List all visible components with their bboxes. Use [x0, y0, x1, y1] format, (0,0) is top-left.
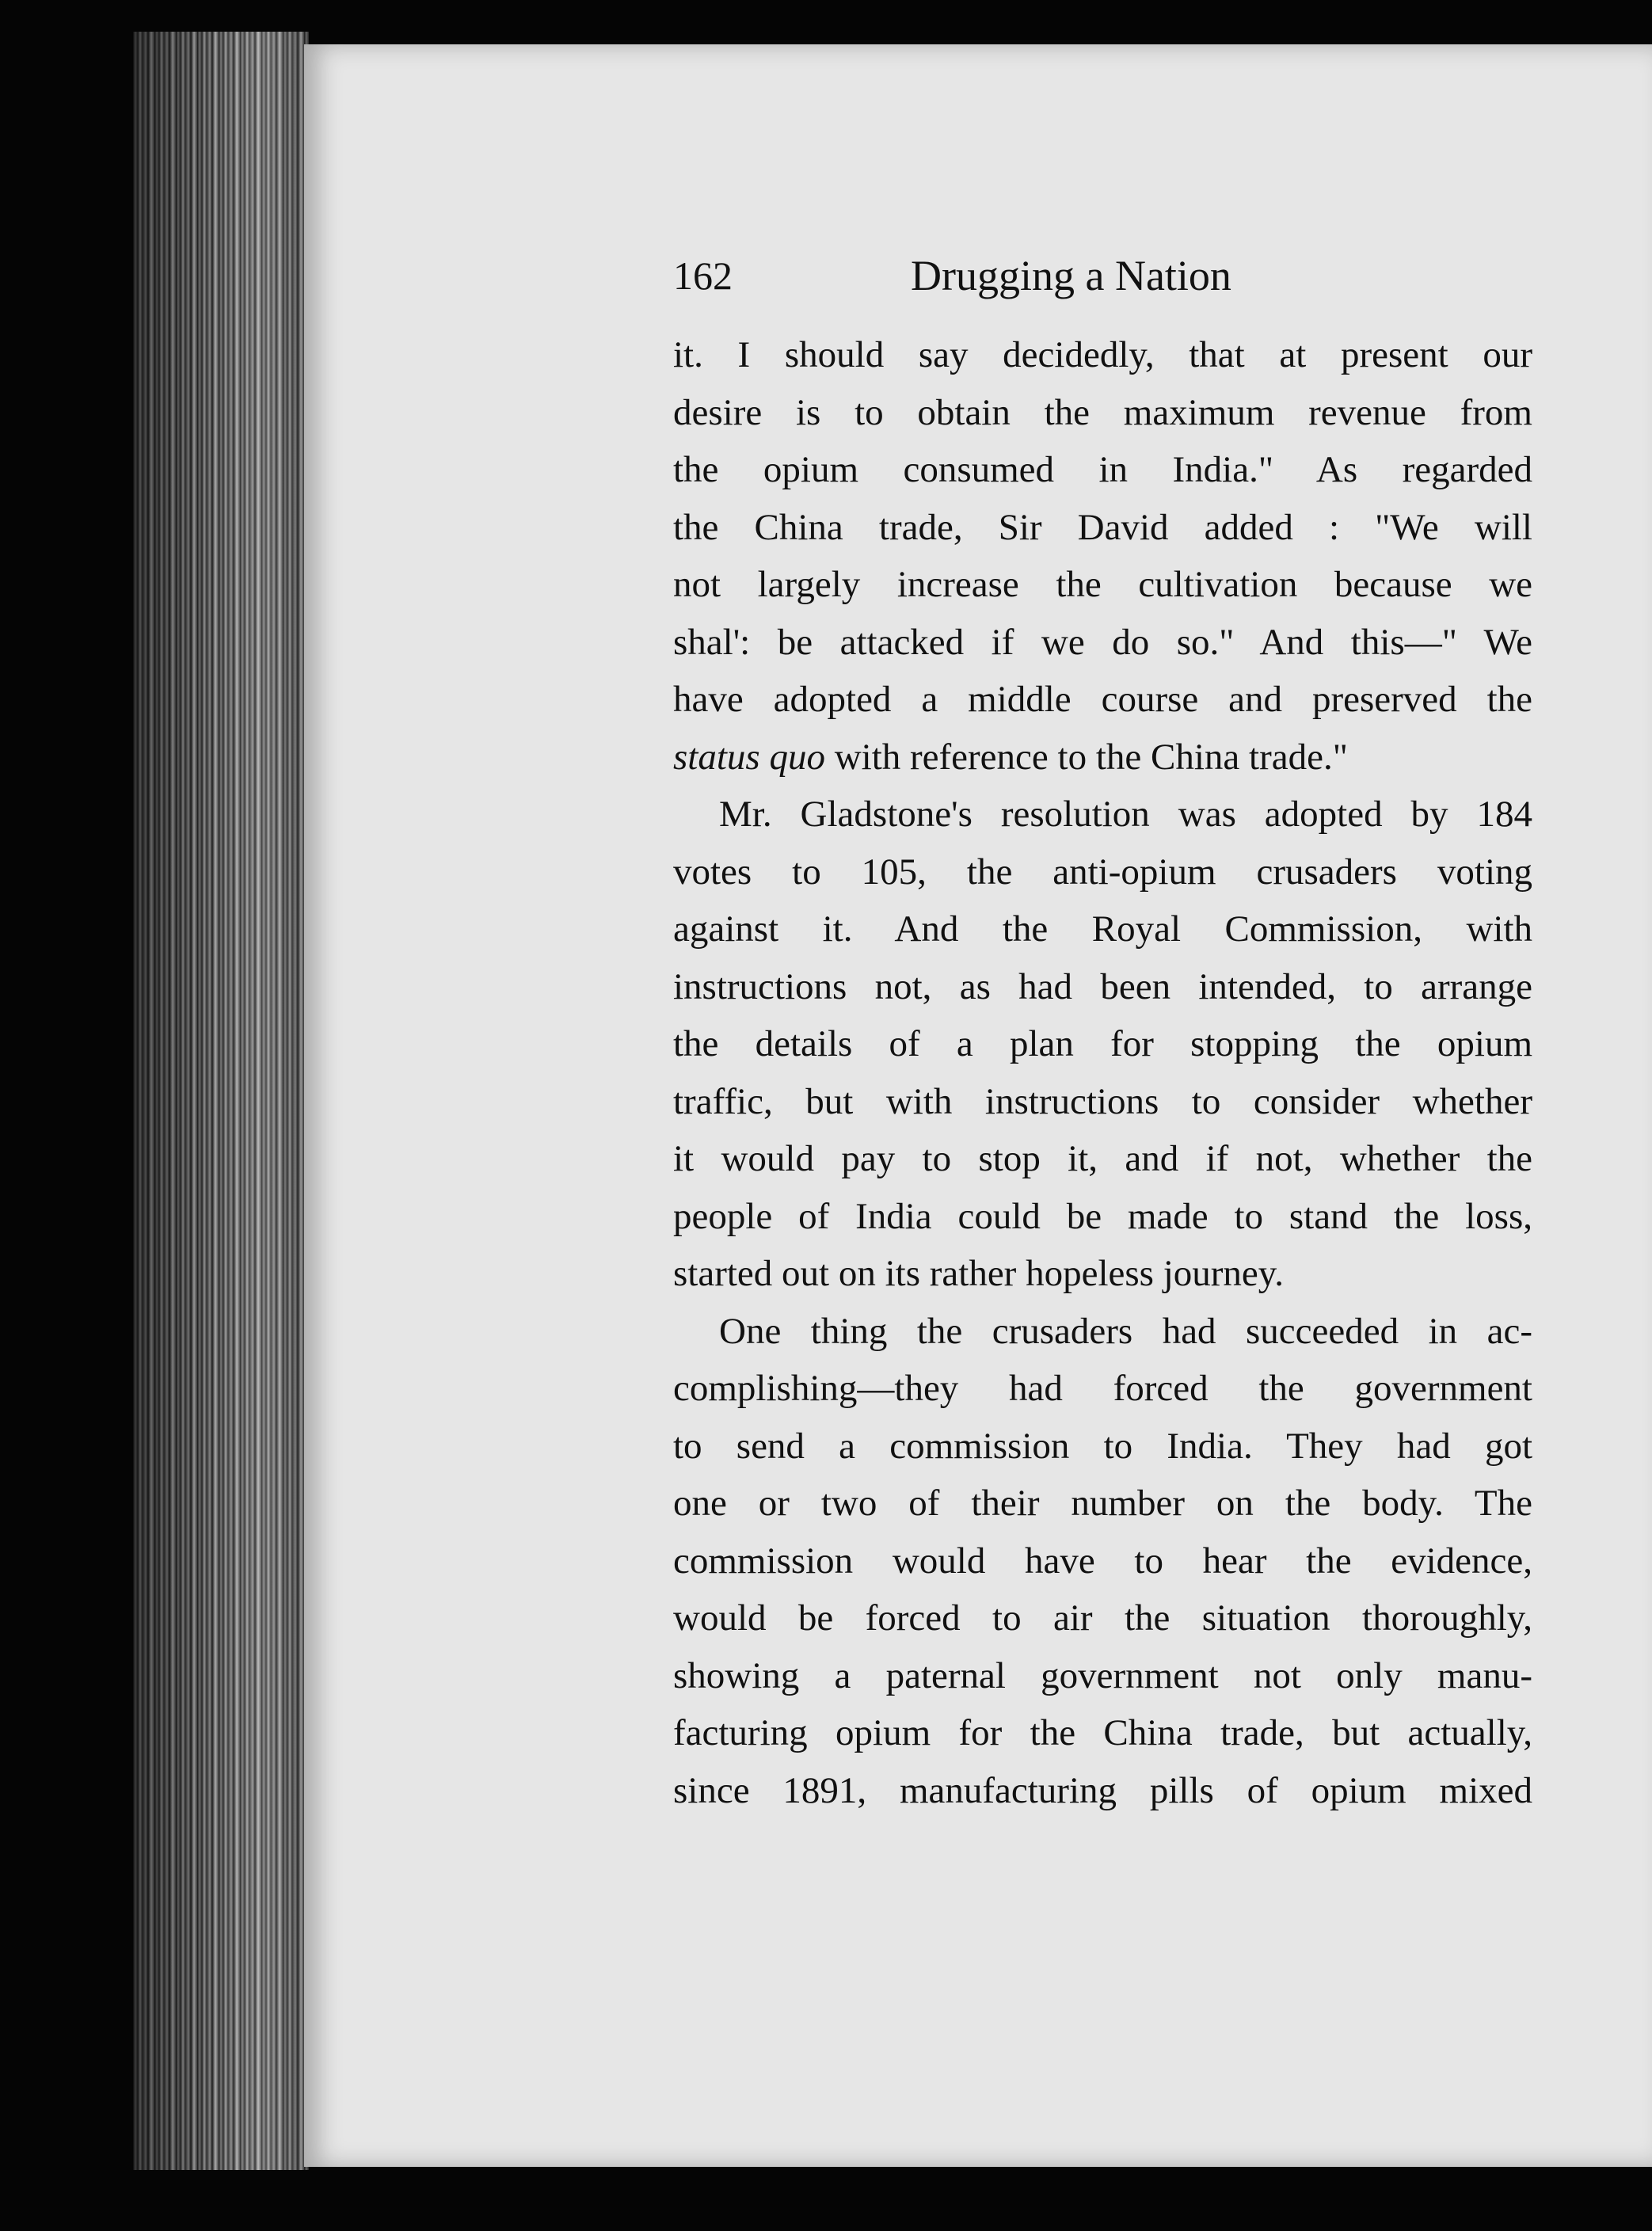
book-page-edges — [133, 32, 309, 2170]
text-line: Mr. Gladstone's resolution was adopted by 184 — [719, 794, 1532, 835]
text-line: the opium consumed in India." As regarded — [673, 449, 1532, 490]
text-line — [673, 729, 1532, 786]
text-line: One thing the crusaders had succeeded in ac- — [719, 1310, 1532, 1352]
text-line: one or two of their number on the body. The — [673, 1483, 1532, 1524]
text-line: since 1891, manufacturing pills of opium mixed — [673, 1769, 1532, 1811]
text-line: to send a commission to India. They had got — [673, 1425, 1532, 1467]
text-line: facturing opium for the China trade, but actually, — [673, 1712, 1532, 1753]
text-line: have adopted a middle course and preserved the — [673, 679, 1532, 720]
text-line: instructions not, as had been intended, to arrange — [673, 965, 1532, 1007]
paragraph — [673, 326, 1532, 786]
text-line: shal': be attacked if we do so." And this—" We — [673, 621, 1532, 663]
text-line: started out on its rather hopeless journey. — [673, 1253, 1284, 1294]
paragraph — [673, 1303, 1532, 1820]
page-number: 162 — [673, 253, 733, 298]
text-line: would be forced to air the situation thoroughly, — [673, 1597, 1532, 1639]
text-line: against it. And the Royal Commission, with — [673, 908, 1532, 950]
text-line: it would pay to stop it, and if not, whether the — [673, 1138, 1532, 1179]
text-line: not largely increase the cultivation because we — [673, 564, 1532, 605]
text-line: people of India could be made to stand the loss, — [673, 1195, 1532, 1237]
text-line: traffic, but with instructions to consider whether — [673, 1080, 1532, 1122]
body-text — [673, 326, 1532, 1819]
text-line: complishing—they had forced the government — [673, 1368, 1532, 1409]
paragraph — [673, 786, 1532, 1303]
text-line: showing a paternal government not only manu- — [673, 1654, 1532, 1696]
text-fragment: with reference to the China trade." — [824, 736, 1348, 778]
text-line: it. I should say decidedly, that at present our — [673, 334, 1532, 375]
text-line: the details of a plan for stopping the opium — [673, 1023, 1532, 1064]
italic-phrase: status quo — [673, 736, 825, 778]
page-header — [673, 244, 1544, 307]
text-line: the China trade, Sir David added : "We will — [673, 506, 1532, 548]
text-line: commission would have to hear the evidence, — [673, 1540, 1532, 1582]
running-title: Drugging a Nation — [911, 252, 1231, 299]
text-line: desire is to obtain the maximum revenue from — [673, 391, 1532, 433]
text-line: votes to 105, the anti-opium crusaders voting — [673, 851, 1532, 893]
scan-border — [0, 2170, 1652, 2231]
